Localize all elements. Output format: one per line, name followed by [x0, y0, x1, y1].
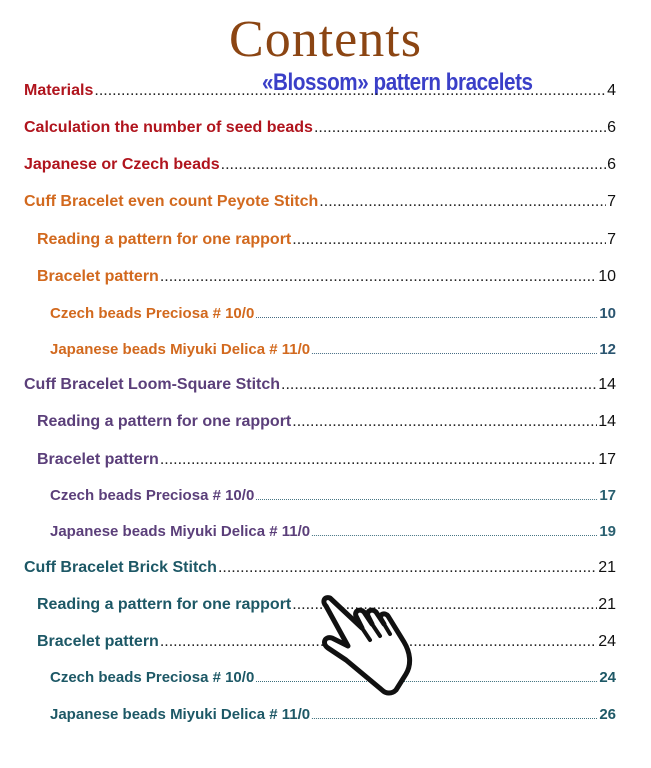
toc-entry-loom-section[interactable] [24, 373, 616, 397]
toc-entry-page: 17 [598, 451, 616, 468]
toc-entry-label: Cuff Bracelet Loom-Square Stitch [24, 376, 281, 393]
toc-entry-page: 21 [598, 559, 616, 576]
toc-entry-label: Japanese beads Miyuki Delica # 11/0 [50, 523, 311, 540]
toc-entry-page: 14 [598, 376, 616, 393]
dot-leader [94, 79, 606, 103]
toc-entry-page: 17 [599, 487, 616, 504]
dot-leader [292, 228, 606, 252]
dot-leader [255, 303, 598, 327]
toc-entry-label: Reading a pattern for one rapport [37, 413, 292, 430]
toc-entry-brick-japanese[interactable] [50, 703, 616, 727]
toc-entry-loom-pattern[interactable] [37, 448, 616, 472]
toc-entry-page: 7 [607, 193, 616, 210]
dot-leader [311, 339, 598, 363]
toc-entry-loom-czech[interactable] [50, 484, 616, 508]
toc-entry-label: Cuff Bracelet even count Peyote Stitch [24, 193, 319, 210]
toc-entry-loom-japanese[interactable] [50, 520, 616, 544]
toc-entry-materials[interactable] [24, 79, 616, 103]
toc-entry-calculation[interactable] [24, 116, 616, 140]
toc-entry-label: Bracelet pattern [37, 268, 159, 285]
toc-entry-label: Reading a pattern for one rapport [37, 596, 292, 613]
toc-entry-page: 14 [598, 413, 616, 430]
toc-entry-label: Reading a pattern for one rapport [37, 231, 292, 248]
dot-leader [311, 521, 598, 545]
toc-entry-page: 6 [607, 119, 616, 136]
page-title: Contents [229, 11, 422, 68]
toc-entry-peyote-section[interactable] [24, 190, 616, 214]
toc-entry-label: Bracelet pattern [37, 633, 159, 650]
toc-entry-label: Czech beads Preciosa # 10/0 [50, 305, 255, 322]
toc-entry-peyote-pattern[interactable] [37, 265, 616, 289]
toc-entry-label: Bracelet pattern [37, 451, 159, 468]
toc-entry-peyote-japanese[interactable] [50, 338, 616, 362]
toc-entry-label: Cuff Bracelet Brick Stitch [24, 559, 217, 576]
toc-entry-brick-section[interactable] [24, 556, 616, 580]
toc-entry-page: 24 [598, 633, 616, 650]
toc-entry-label: Materials [24, 82, 94, 99]
toc-entry-page: 10 [598, 268, 616, 285]
dot-leader [255, 667, 598, 691]
toc-entry-label: Japanese or Czech beads [24, 156, 220, 173]
dot-leader [221, 153, 606, 177]
toc-entry-label: Calculation the number of seed beads [24, 119, 313, 136]
toc-entry-page: 21 [598, 596, 616, 613]
dot-leader [319, 190, 606, 214]
dot-leader [218, 556, 597, 580]
dot-leader [160, 265, 597, 289]
toc-entry-page: 12 [599, 341, 616, 358]
toc-entry-page: 7 [607, 231, 616, 248]
dot-leader [314, 116, 606, 140]
dot-leader [292, 410, 597, 434]
pointing-hand-icon [316, 594, 416, 698]
dot-leader [255, 485, 598, 509]
toc-entry-loom-reading[interactable] [37, 410, 616, 434]
toc-entry-peyote-czech[interactable] [50, 302, 616, 326]
toc-entry-page: 4 [607, 82, 616, 99]
toc-entry-page: 26 [599, 706, 616, 723]
toc-entry-label: Czech beads Preciosa # 10/0 [50, 487, 255, 504]
toc-entry-label: Japanese beads Miyuki Delica # 11/0 [50, 341, 311, 358]
toc-entry-page: 10 [599, 305, 616, 322]
toc-entry-page: 24 [599, 669, 616, 686]
toc-entry-page: 19 [599, 523, 616, 540]
toc-entry-label: Czech beads Preciosa # 10/0 [50, 669, 255, 686]
toc-entry-peyote-reading[interactable] [37, 228, 616, 252]
dot-leader [281, 373, 597, 397]
page-subtitle: «Blossom» pattern bracelets [262, 69, 533, 96]
toc-entry-label: Japanese beads Miyuki Delica # 11/0 [50, 706, 311, 723]
toc-entry-page: 6 [607, 156, 616, 173]
dot-leader [160, 448, 597, 472]
toc-entry-japanese-or-czech[interactable] [24, 153, 616, 177]
dot-leader [311, 704, 598, 728]
